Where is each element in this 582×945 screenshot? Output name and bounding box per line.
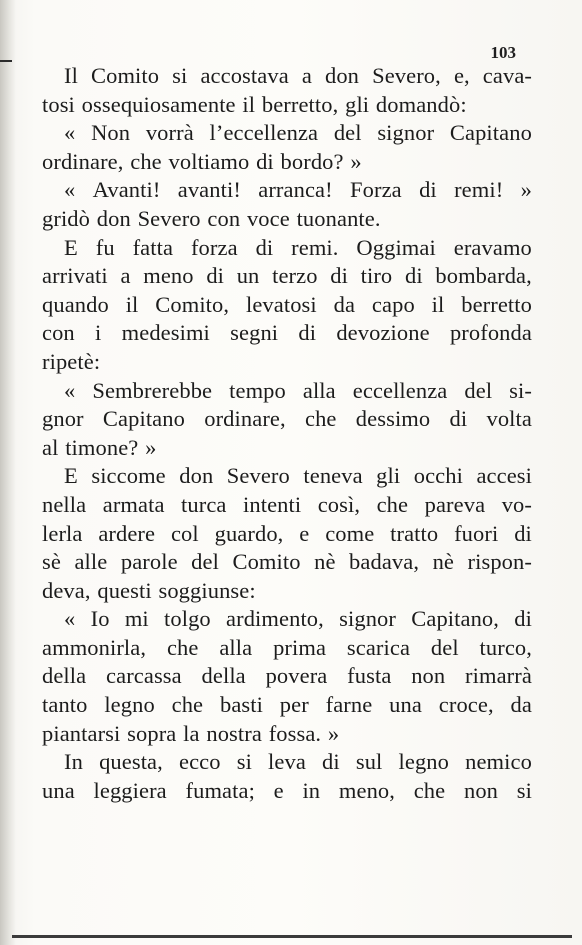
- word: don: [324, 63, 360, 88]
- word: tempo: [229, 377, 286, 403]
- word: teneva: [303, 463, 363, 489]
- word: don: [179, 463, 214, 489]
- word: di: [255, 234, 274, 260]
- word: di: [206, 263, 225, 289]
- word: soggiunse:: [158, 577, 256, 603]
- word: Severo: [226, 463, 290, 489]
- word: profonda: [449, 320, 532, 346]
- word: si-: [509, 377, 532, 403]
- word: Oggimai: [356, 234, 436, 260]
- word: del: [333, 120, 362, 146]
- word: nostra: [206, 720, 262, 746]
- text-line: [42, 291, 532, 320]
- word: meno,: [338, 777, 395, 803]
- word: Capitano: [449, 120, 532, 146]
- word: tuonante.: [296, 205, 381, 231]
- word: l’eccellenza: [209, 120, 319, 146]
- word: una: [389, 692, 422, 718]
- word: «: [64, 377, 76, 403]
- word: di: [256, 148, 274, 174]
- word: ordinare,: [204, 406, 286, 432]
- word: mi: [124, 606, 149, 632]
- word: Comito: [91, 63, 160, 88]
- word: Avanti!: [92, 177, 161, 203]
- word: forza: [190, 234, 238, 260]
- word: i: [95, 320, 102, 346]
- word: avanti!: [177, 177, 241, 203]
- text-line: [42, 62, 532, 91]
- word: ardere: [98, 520, 156, 546]
- word: tiro: [360, 263, 393, 289]
- word: che: [130, 148, 162, 174]
- word: ardimento,: [226, 606, 324, 632]
- word: nè: [432, 549, 455, 575]
- word: rispon-: [467, 549, 532, 575]
- word: »: [350, 148, 362, 174]
- word: di: [514, 606, 532, 632]
- text-line: [42, 176, 532, 205]
- word: basti: [219, 692, 263, 718]
- word: levatosi: [245, 291, 317, 317]
- word: berretto,: [261, 91, 339, 117]
- word: «: [64, 177, 76, 203]
- text-line: [42, 634, 532, 663]
- word: bombarda,: [435, 263, 532, 289]
- word: occhi: [413, 463, 463, 489]
- word: ecco: [178, 749, 221, 775]
- text-line: [42, 777, 532, 806]
- word: Capitano: [102, 406, 185, 432]
- word: il: [242, 91, 256, 117]
- word: parole: [120, 549, 178, 575]
- text-line: [42, 148, 532, 177]
- word: tolgo: [164, 606, 211, 632]
- word: timone?: [65, 434, 139, 460]
- word: ordinare,: [42, 148, 124, 174]
- word: ammonirla,: [42, 634, 147, 660]
- word: »: [327, 720, 340, 746]
- word: della: [201, 663, 246, 689]
- word: deva,: [42, 577, 91, 603]
- word: nella: [42, 491, 87, 517]
- text-line: [42, 91, 532, 120]
- word: Io: [90, 606, 110, 632]
- word: carcassa: [106, 663, 182, 689]
- word: nemico: [465, 749, 532, 775]
- word: povera: [265, 663, 328, 689]
- word: medesimi: [121, 320, 210, 346]
- word: Severo: [137, 205, 201, 231]
- word: con: [207, 205, 241, 231]
- word: da: [510, 692, 532, 718]
- text-line: [42, 262, 532, 291]
- word: farne: [325, 692, 373, 718]
- text-line: [42, 662, 532, 691]
- word: si: [172, 63, 188, 88]
- text-line: [42, 577, 532, 606]
- margin-mark: [0, 60, 12, 62]
- text-line: [42, 491, 532, 520]
- word: voltiamo: [168, 148, 250, 174]
- page-number: 103: [490, 43, 516, 62]
- word: «: [64, 120, 76, 146]
- word: che: [305, 406, 337, 432]
- word: legno: [104, 692, 155, 718]
- word: e: [299, 520, 310, 546]
- text-line: [42, 605, 532, 634]
- word: Capitano,: [411, 606, 500, 632]
- word: signor: [377, 120, 435, 146]
- word: sopra: [127, 720, 177, 746]
- word: turco,: [479, 634, 532, 660]
- word: piantarsi: [42, 720, 121, 746]
- word: fusta: [347, 663, 392, 689]
- word: armata: [102, 491, 165, 517]
- word: scarica: [346, 634, 411, 660]
- word: Comito: [232, 549, 301, 575]
- word: eccellenza: [352, 377, 448, 403]
- word: fatta: [132, 234, 174, 260]
- word: capo: [371, 291, 415, 317]
- word: Non: [91, 120, 131, 146]
- word: croce,: [438, 692, 494, 718]
- word: ossequiosamente: [81, 91, 236, 117]
- word: la: [183, 720, 200, 746]
- word: vorrà: [145, 120, 194, 146]
- word: gnor: [42, 406, 84, 432]
- text-line: [42, 319, 532, 348]
- word: vo-: [501, 491, 532, 517]
- text-line: [42, 720, 532, 749]
- word: di: [449, 406, 468, 432]
- word: gli: [345, 91, 370, 117]
- word: a: [120, 263, 131, 289]
- word: del: [191, 549, 219, 575]
- text-line: [42, 691, 532, 720]
- word: siccome: [91, 463, 166, 489]
- word: al: [42, 434, 59, 460]
- word: intenti: [243, 491, 302, 517]
- word: volta: [486, 406, 532, 432]
- word: E: [64, 463, 78, 489]
- word: che: [376, 491, 409, 517]
- word: arranca!: [258, 177, 333, 203]
- text-line: [42, 348, 532, 377]
- word: un: [236, 263, 260, 289]
- word: fuori: [454, 520, 499, 546]
- word: una: [42, 777, 75, 803]
- word: prima: [273, 634, 327, 660]
- word: Sembrerebbe: [92, 377, 213, 403]
- word: gli: [376, 463, 401, 489]
- word: tosi: [42, 91, 75, 117]
- word: fossa.: [268, 720, 322, 746]
- word: di: [322, 749, 340, 775]
- word: cava-: [482, 63, 532, 88]
- word: sè: [42, 549, 61, 575]
- word: legno: [398, 749, 450, 775]
- word: e,: [453, 63, 470, 88]
- word: si: [236, 749, 252, 775]
- word: devozione: [336, 320, 430, 346]
- word: bordo?: [280, 148, 344, 174]
- word: rimarrà: [465, 663, 532, 689]
- text-line: [42, 748, 532, 777]
- word: remi!: [454, 177, 504, 203]
- word: non: [411, 663, 446, 689]
- word: dessimo: [355, 406, 431, 432]
- word: E: [64, 234, 78, 260]
- word: signor: [339, 606, 396, 632]
- word: Severo,: [372, 63, 441, 88]
- word: alle: [74, 549, 108, 575]
- word: voce: [246, 205, 290, 231]
- word: »: [520, 177, 532, 203]
- text-line: [42, 205, 532, 234]
- word: ripetè:: [42, 348, 101, 374]
- word: sul: [355, 749, 383, 775]
- word: di: [404, 263, 423, 289]
- word: don: [96, 205, 131, 231]
- word: Forza: [350, 177, 402, 203]
- word: pareva: [424, 491, 486, 517]
- word: col: [170, 520, 199, 546]
- word: berretto: [461, 291, 532, 317]
- word: domandò:: [375, 91, 467, 117]
- word: di: [330, 263, 348, 289]
- word: remi.: [291, 234, 339, 260]
- word: si: [516, 777, 532, 803]
- word: così,: [317, 491, 361, 517]
- word: tanto: [42, 692, 88, 718]
- word: accesi: [476, 463, 532, 489]
- body-text: [42, 62, 532, 805]
- word: terzo: [272, 263, 318, 289]
- word: lerla: [42, 520, 83, 546]
- word: «: [64, 606, 76, 632]
- word: alla: [219, 634, 253, 660]
- word: arrivati: [42, 263, 108, 289]
- word: meno: [143, 263, 194, 289]
- word: di: [514, 520, 532, 546]
- word: leva: [268, 749, 306, 775]
- word: leggiera: [93, 777, 167, 803]
- text-line: [42, 405, 532, 434]
- word: »: [145, 434, 157, 460]
- text-line: [42, 377, 532, 406]
- text-line: [42, 119, 532, 148]
- word: alla: [302, 377, 336, 403]
- word: Comito,: [155, 291, 230, 317]
- word: accostava: [200, 63, 289, 88]
- word: il: [431, 291, 445, 317]
- word: che: [413, 777, 446, 803]
- word: del: [430, 634, 459, 660]
- word: fu: [95, 234, 115, 260]
- word: fumata;: [185, 777, 255, 803]
- word: di: [419, 177, 437, 203]
- word: in: [302, 777, 321, 803]
- text-line: [42, 548, 532, 577]
- word: con: [42, 320, 75, 346]
- word: quando: [42, 291, 109, 317]
- word: tratto: [390, 520, 439, 546]
- word: da: [333, 291, 356, 317]
- word: a: [301, 63, 312, 88]
- text-line: [42, 434, 532, 463]
- word: turca: [181, 491, 227, 517]
- word: che: [166, 634, 199, 660]
- word: segni: [230, 320, 279, 346]
- word: In: [64, 749, 83, 775]
- word: Il: [64, 63, 78, 88]
- page-bottom-edge: [12, 935, 572, 938]
- word: e: [273, 777, 284, 803]
- word: nè: [314, 549, 336, 575]
- word: eravamo: [453, 234, 532, 260]
- page-gutter-shadow: [0, 0, 16, 945]
- word: questi: [97, 577, 152, 603]
- word: non: [463, 777, 499, 803]
- word: della: [42, 663, 87, 689]
- word: il: [125, 291, 139, 317]
- word: guardo,: [214, 520, 284, 546]
- word: come: [325, 520, 375, 546]
- text-line: [42, 234, 532, 263]
- text-line: [42, 520, 532, 549]
- word: del: [464, 377, 493, 403]
- word: di: [298, 320, 317, 346]
- word: badava,: [349, 549, 420, 575]
- word: questa,: [99, 749, 163, 775]
- word: gridò: [42, 205, 90, 231]
- word: per: [279, 692, 309, 718]
- word: che: [171, 692, 204, 718]
- text-line: [42, 462, 532, 491]
